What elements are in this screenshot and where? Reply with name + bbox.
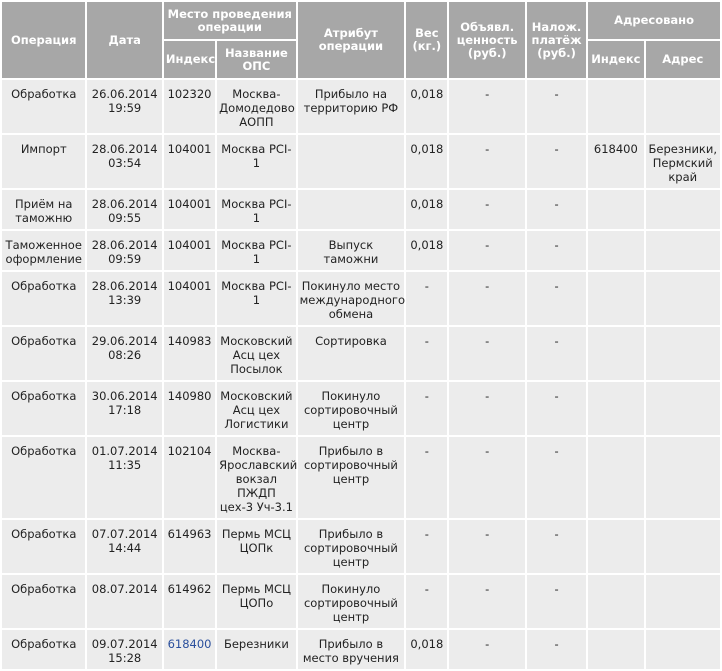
cell-addr-index [588,437,643,518]
header-date: Дата [87,2,161,78]
cell-cod: - [527,272,586,325]
cell-cod: - [527,190,586,229]
cell-cod: - [527,520,586,573]
cell-declared-value: - [449,272,524,325]
cell-addr-index [588,272,643,325]
cell-weight: - [406,272,447,325]
cell-date: 28.06.2014 09:55 [87,190,161,229]
cell-address [646,575,721,628]
table-row [2,190,720,229]
cell-ops-name: Московский Асц цех Логистики [217,382,295,435]
header-place: Место проведения операции [164,2,296,39]
cell-cod: - [527,437,586,518]
cell-addr-index [588,382,643,435]
cell-operation: Обработка [2,575,85,628]
cell-address [646,382,721,435]
cell-declared-value: - [449,437,524,518]
header-declared-value: Объявл. ценность (руб.) [449,2,524,78]
cell-date: 08.07.2014 [87,575,161,628]
cell-address: Березники, Пермский край [646,135,721,188]
table-row [2,327,720,380]
cell-attribute: Покинуло место международного обмена [298,272,405,325]
table-row [2,382,720,435]
cell-weight: 0,018 [406,231,447,270]
cell-ops-name: Москва PCI-1 [217,135,295,188]
index-link[interactable]: 618400 [164,630,215,669]
cell-address [646,520,721,573]
cell-cod: - [527,80,586,133]
table-row [2,272,720,325]
cell-declared-value: - [449,575,524,628]
cell-date: 01.07.2014 11:35 [87,437,161,518]
header-address: Адрес [646,41,721,78]
cell-attribute: Сортировка [298,327,405,380]
table-row [2,575,720,628]
table-row [2,520,720,573]
cell-attribute: Прибыло в сортировочный центр [298,520,405,573]
cell-operation: Обработка [2,80,85,133]
cell-weight: 0,018 [406,630,447,669]
header-weight: Вес (кг.) [406,2,447,78]
cell-weight: 0,018 [406,80,447,133]
cell-attribute [298,135,405,188]
cell-index: 104001 [164,190,215,229]
cell-ops-name: Москва-Ярославский вокзал ПЖДП цех-3 Уч-3.1 [217,437,295,518]
cell-operation: Приём на таможню [2,190,85,229]
cell-attribute: Выпуск таможни [298,231,405,270]
cell-weight: - [406,520,447,573]
cell-cod: - [527,630,586,669]
cell-address [646,437,721,518]
cell-declared-value: - [449,190,524,229]
cell-weight: 0,018 [406,190,447,229]
cell-address [646,190,721,229]
cell-index: 614962 [164,575,215,628]
cell-declared-value: - [449,630,524,669]
cell-operation: Обработка [2,272,85,325]
cell-index: 102104 [164,437,215,518]
cell-ops-name: Березники [217,630,295,669]
cell-index: 140983 [164,327,215,380]
cell-date: 09.07.2014 15:28 [87,630,161,669]
cell-declared-value: - [449,327,524,380]
header-addressed: Адресовано [588,2,720,39]
cell-index: 104001 [164,135,215,188]
cell-date: 28.06.2014 13:39 [87,272,161,325]
cell-addr-index [588,80,643,133]
cell-ops-name: Москва PCI-1 [217,272,295,325]
cell-date: 07.07.2014 14:44 [87,520,161,573]
cell-addr-index: 618400 [588,135,643,188]
cell-operation: Обработка [2,327,85,380]
cell-date: 29.06.2014 08:26 [87,327,161,380]
table-row [2,135,720,188]
cell-addr-index [588,630,643,669]
cell-addr-index [588,231,643,270]
cell-operation: Обработка [2,382,85,435]
cell-operation: Таможенное оформление [2,231,85,270]
cell-declared-value: - [449,231,524,270]
cell-index: 614963 [164,520,215,573]
cell-cod: - [527,327,586,380]
cell-ops-name: Пермь МСЦ ЦОПо [217,575,295,628]
cell-cod: - [527,135,586,188]
cell-addr-index [588,575,643,628]
cell-weight: - [406,327,447,380]
cell-weight: - [406,575,447,628]
header-cod: Налож. платёж (руб.) [527,2,586,78]
cell-addr-index [588,327,643,380]
cell-ops-name: Москва-Домодедово АОПП [217,80,295,133]
cell-cod: - [527,382,586,435]
cell-attribute: Прибыло на территорию РФ [298,80,405,133]
cell-index: 104001 [164,231,215,270]
cell-address [646,231,721,270]
cell-address [646,630,721,669]
cell-operation: Обработка [2,630,85,669]
cell-addr-index [588,520,643,573]
cell-ops-name: Пермь МСЦ ЦОПк [217,520,295,573]
cell-weight: 0,018 [406,135,447,188]
cell-index: 140980 [164,382,215,435]
table-row [2,630,720,669]
table-row [2,231,720,270]
cell-addr-index [588,190,643,229]
cell-attribute: Покинуло сортировочный центр [298,382,405,435]
cell-cod: - [527,231,586,270]
header-operation: Операция [2,2,85,78]
cell-weight: - [406,437,447,518]
cell-declared-value: - [449,80,524,133]
cell-ops-name: Москва PCI-1 [217,190,295,229]
cell-index: 104001 [164,272,215,325]
header-ops-name: Название ОПС [217,41,295,78]
header-addr-index: Индекс [588,41,643,78]
cell-operation: Обработка [2,437,85,518]
cell-ops-name: Московский Асц цех Посылок [217,327,295,380]
cell-attribute [298,190,405,229]
table-row [2,437,720,518]
cell-attribute: Прибыло в место вручения [298,630,405,669]
cell-operation: Импорт [2,135,85,188]
cell-declared-value: - [449,382,524,435]
cell-cod: - [527,575,586,628]
cell-address [646,80,721,133]
cell-operation: Обработка [2,520,85,573]
table-row [2,80,720,133]
cell-date: 28.06.2014 03:54 [87,135,161,188]
cell-declared-value: - [449,135,524,188]
header-attribute: Атрибут операции [298,2,405,78]
header-index: Индекс [164,41,215,78]
cell-address [646,327,721,380]
cell-attribute: Прибыло в сортировочный центр [298,437,405,518]
cell-weight: - [406,382,447,435]
cell-attribute: Покинуло сортировочный центр [298,575,405,628]
cell-address [646,272,721,325]
cell-index: 102320 [164,80,215,133]
cell-declared-value: - [449,520,524,573]
cell-date: 26.06.2014 19:59 [87,80,161,133]
cell-ops-name: Москва PCI-1 [217,231,295,270]
cell-date: 28.06.2014 09:59 [87,231,161,270]
cell-date: 30.06.2014 17:18 [87,382,161,435]
